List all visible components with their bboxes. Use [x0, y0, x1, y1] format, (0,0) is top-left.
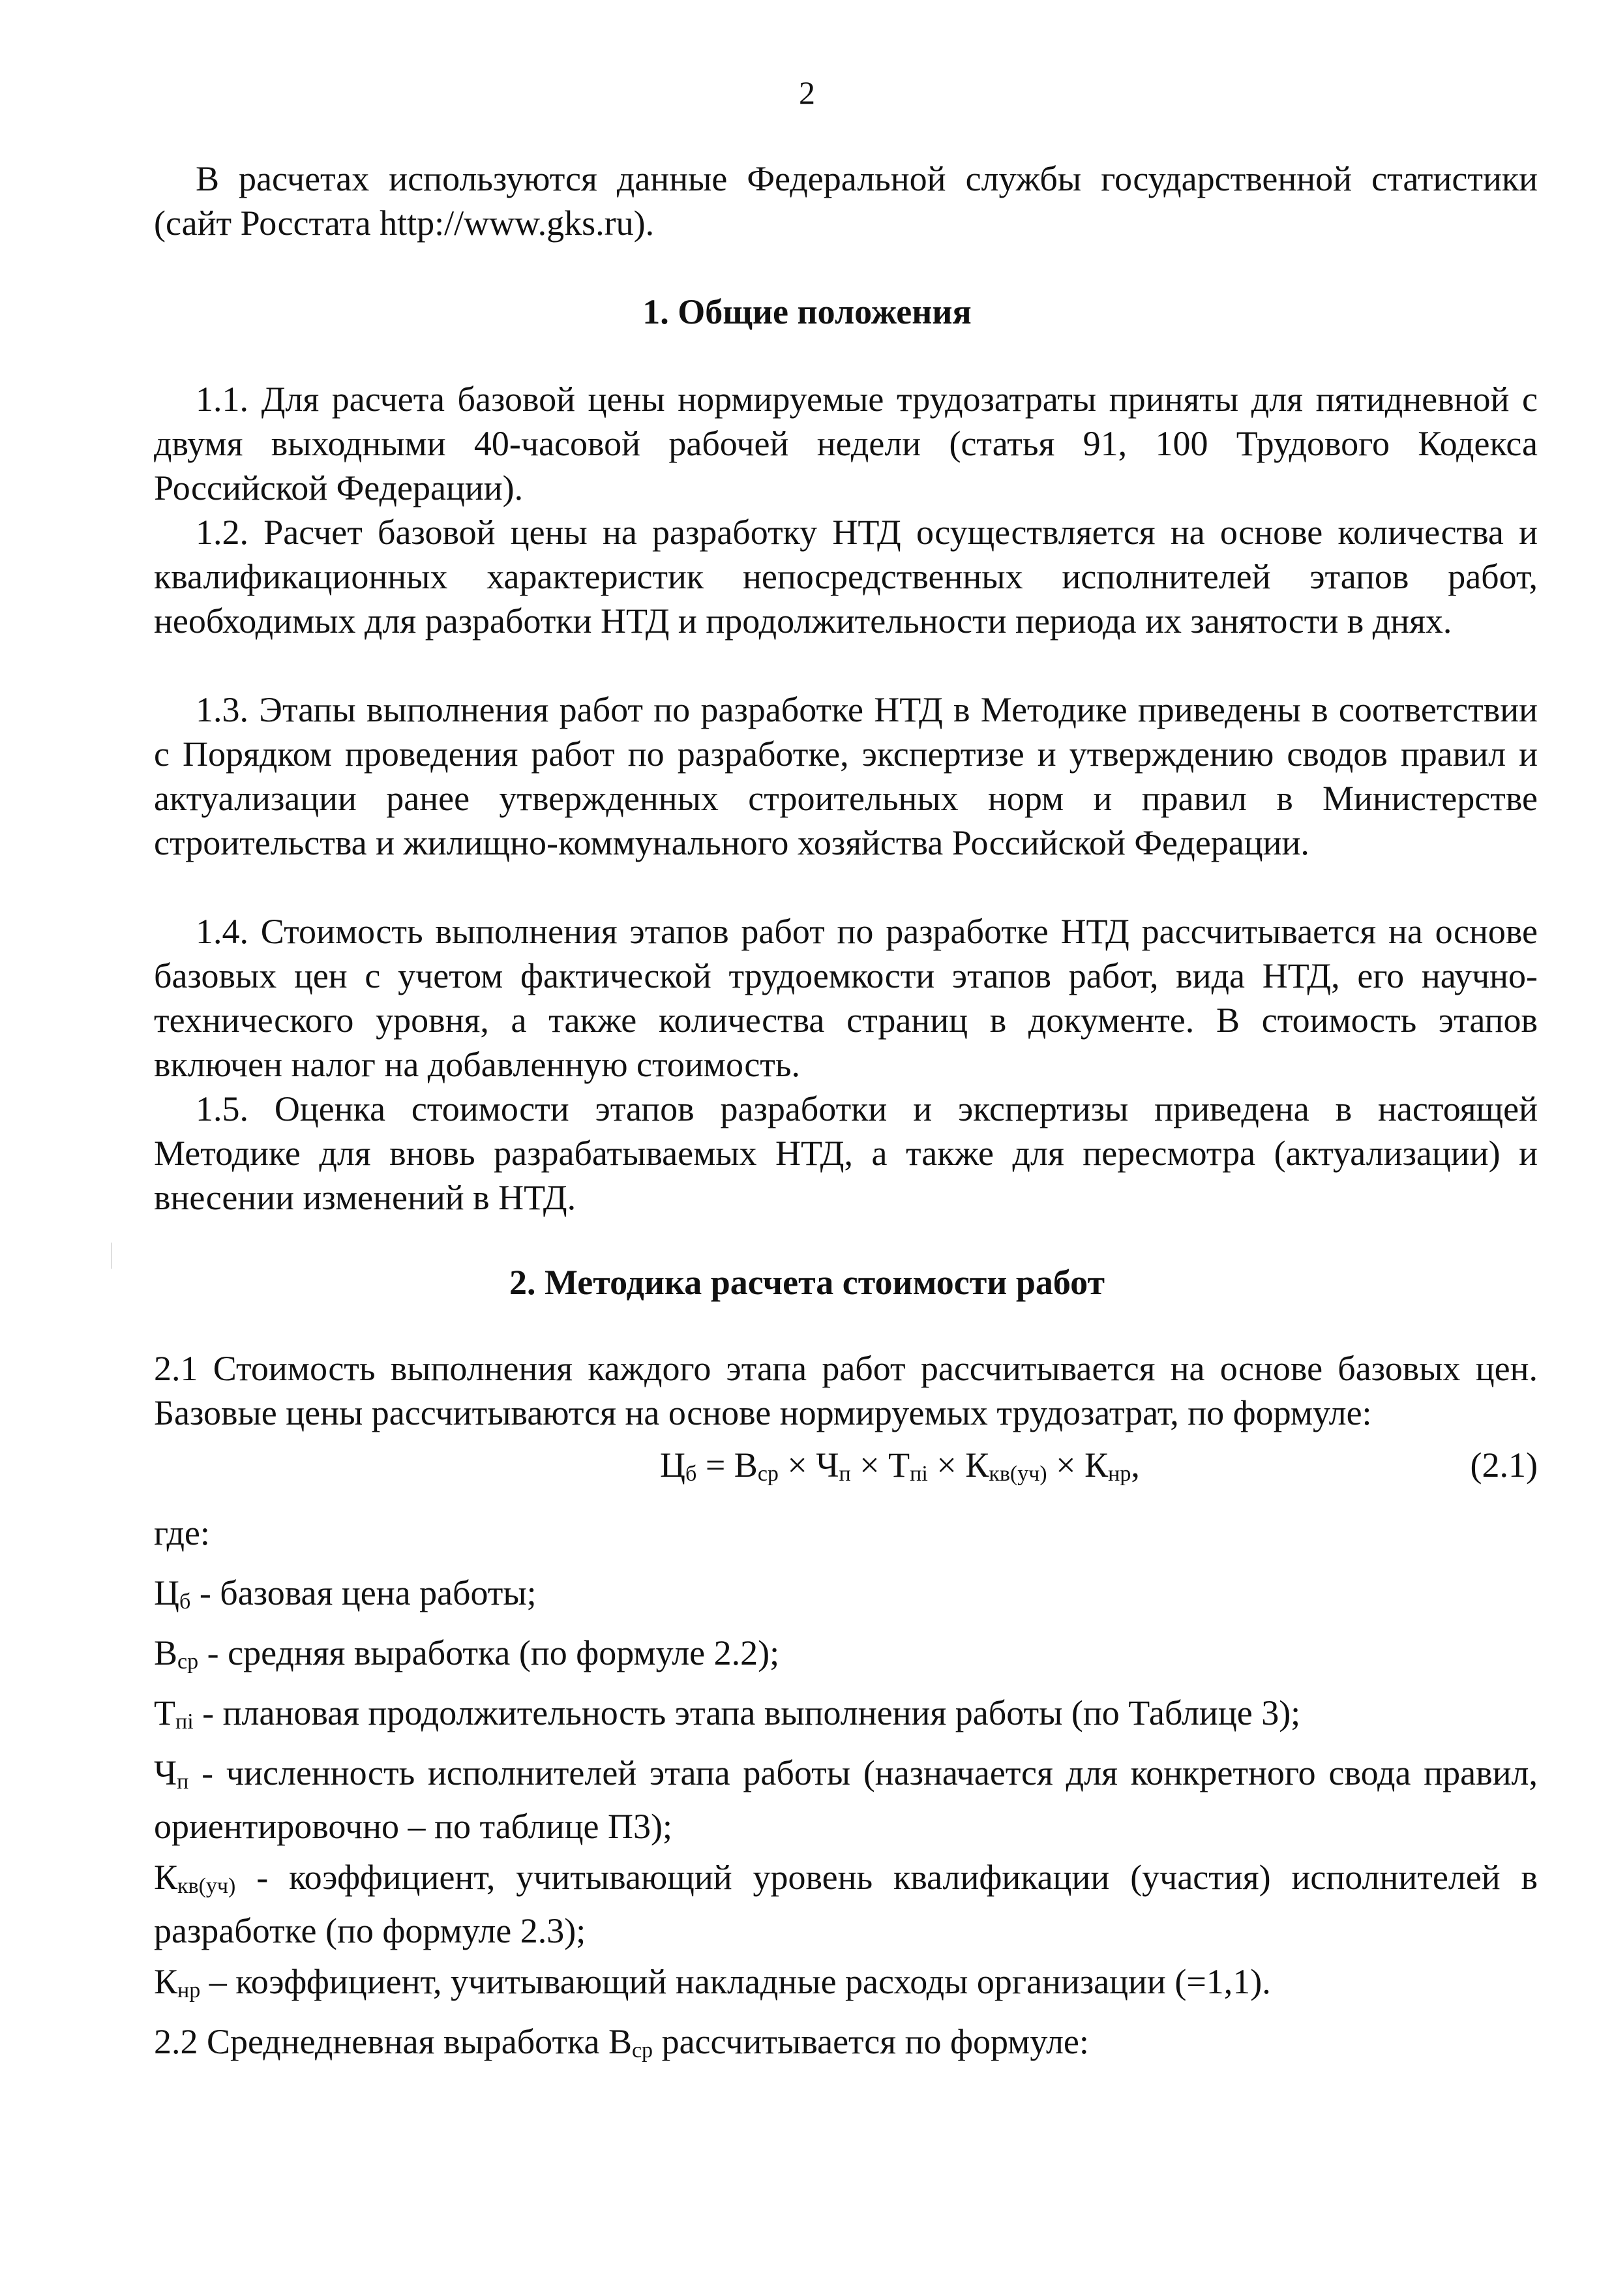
paragraph-1-1: 1.1. Для расчета базовой цены нормируемые трудозатраты приняты для пятидневной с двумя выходными 40-часовой рабочей недели (статья 91, 100 Трудового Кодекса Российской Федерации).: [154, 380, 1538, 507]
formula-2-1: [154, 1443, 1538, 1487]
definition-tpi: Тпi - плановая продолжительность этапа выполнения работы (по Таблице 3);: [154, 1693, 1301, 1734]
definition-knr: Кнр – коэффициент, учитывающий накладные расходы организации (=1,1).: [154, 1962, 1271, 2002]
symbol-vsr: Вср: [154, 1633, 199, 1674]
section-2-heading: 2. Методика расчета стоимости работ: [509, 1263, 1105, 1302]
definition-cb: Цб - базовая цена работы;: [154, 1573, 537, 1614]
page-number: 2: [799, 74, 815, 111]
intro-paragraph: В расчетах используются данные Федеральной службы государственной статистики (сайт Росстата http://www.gks.ru).: [154, 159, 1538, 243]
symbol-chp: Чп: [154, 1753, 189, 1794]
paragraph-1-3: 1.3. Этапы выполнения работ по разработке НТД в Методике приведены в соответствии с Порядком проведения работ по разработке, экспертизе и утверждению сводов правил и актуализации ранее утвержденных строительных норм и правил в Министерстве строительства и жилищно-коммунального хозяйства Российской Федерации.: [154, 690, 1538, 862]
definition-kkv: Ккв(уч) - коэффициент, учитывающий уровень квалификации (участия) исполнителей в разработке (по формуле 2.3);: [154, 1858, 1538, 1950]
paragraph-1-2: 1.2. Расчет базовой цены на разработку НТД осуществляется на основе количества и квалификационных характеристик непосредственных исполнителей этапов работ, необходимых для разработки НТД и продолжительности периода их занятости в днях.: [154, 513, 1538, 641]
symbol-kkv: Ккв(уч): [154, 1858, 236, 1898]
paragraph-1-5: 1.5. Оценка стоимости этапов разработки и экспертизы приведена в настоящей Методике для вновь разрабатываемых НТД, а также для пересмотра (актуализации) и внесении изменений в НТД.: [154, 1089, 1538, 1217]
paragraph-2-2: 2.2 Среднедневная выработка Вср рассчитывается по формуле:: [154, 2022, 1089, 2062]
paragraph-1-4: 1.4. Стоимость выполнения этапов работ по разработке НТД рассчитывается на основе базовых цен с учетом фактической трудоемкости этапов работ, вида НТД, его научно-технического уровня, а также количества страниц в документе. В стоимость этапов включен налог на добавленную стоимость.: [154, 912, 1538, 1084]
where-label: где:: [154, 1513, 210, 1552]
symbol-knr: Кнр: [154, 1962, 201, 2002]
symbol-cb: Цб: [154, 1573, 191, 1614]
paragraph-2-1: 2.1 Стоимость выполнения каждого этапа работ рассчитывается на основе базовых цен. Базовые цены рассчитываются на основе нормируемых трудозатрат, по формуле:: [154, 1349, 1538, 1432]
formula-expression: Цб = Вср × Чп × Тпi × Ккв(уч) × Кнр,: [660, 1445, 1140, 1486]
symbol-tpi: Тпi: [154, 1693, 194, 1734]
definition-chp: Чп - численность исполнителей этапа работы (назначается для конкретного свода правил, ориентировочно – по таблице П3);: [154, 1753, 1538, 1846]
section-1-heading: 1. Общие положения: [642, 292, 972, 331]
formula-number: (2.1): [1470, 1445, 1538, 1485]
definition-vsr: Вср - средняя выработка (по формуле 2.2);: [154, 1633, 780, 1674]
